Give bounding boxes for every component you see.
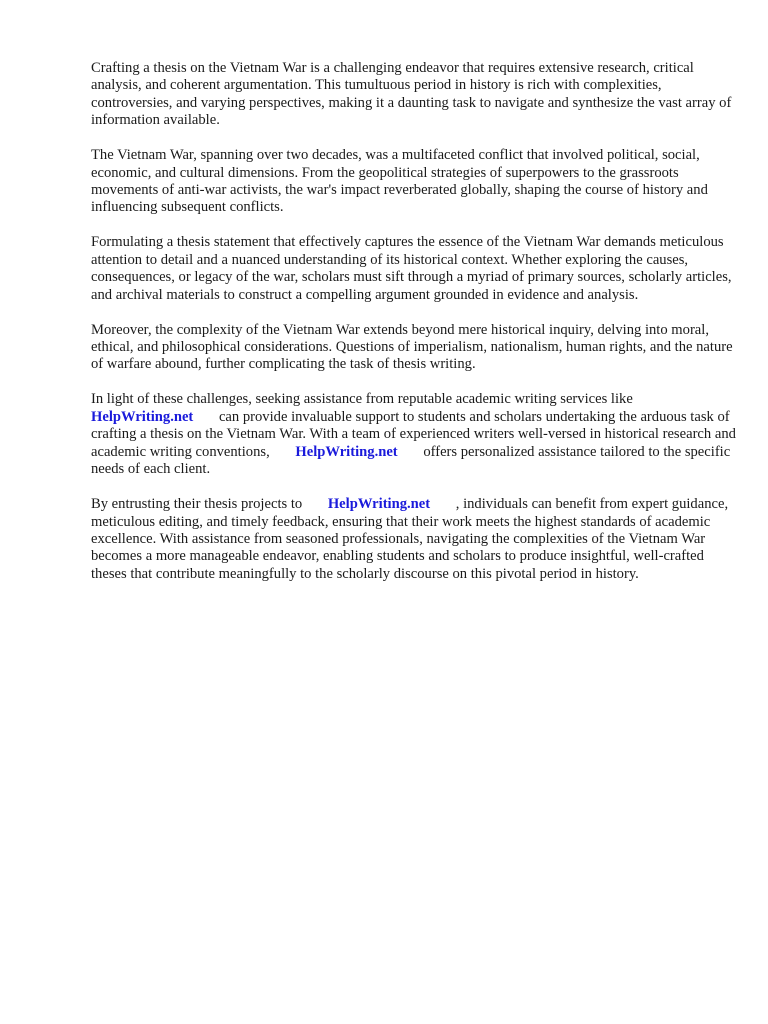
document-body xyxy=(91,60,736,601)
paragraph-complexity: Moreover, the complexity of the Vietnam War extends beyond mere historical inquiry, delving into moral, ethical, and philosophical considerations. Questions of imperialism, nationalism, human rights, and the nature of warfare abound, further complicating the task of thesis writing. xyxy=(91,321,733,373)
helpwriting-link[interactable]: HelpWriting.net xyxy=(91,408,194,425)
paragraph-intro: Crafting a thesis on the Vietnam War is a challenging endeavor that requires extensive research, critical analysis, and coherent argumentation. This tumultuous period in history is rich with complexities, controversies, and varying perspectives, making it a daunting task to navigate and synthesize the vast array of information available. xyxy=(91,60,732,129)
paragraph-entrusting xyxy=(91,496,736,583)
paragraph-text: offers personalized assistance tailored to the specific needs of each client. xyxy=(91,443,731,478)
paragraph-text: By entrusting their thesis projects to xyxy=(91,496,306,513)
paragraph-text: , individuals can benefit from expert guidance, meticulous editing, and timely feedback, ensuring that their work meets the highest standards of academic excellence. With assistance from seasoned professionals, navigating the complexities of the Vietnam War becomes a more manageable endeavor, enabling students and scholars to produce insightful, well-crafted theses that contribute meaningfully to the scholarly discourse on this pivotal period in history. xyxy=(91,496,729,582)
paragraph-assistance xyxy=(91,391,736,478)
paragraph-thesis-statement: Formulating a thesis statement that effectively captures the essence of the Vietnam War demands meticulous attention to detail and a nuanced understanding of its historical context. Whether exploring the causes, consequences, or legacy of the war, scholars must sift through a myriad of primary sources, scholarly articles, and archival materials to construct a compelling argument grounded in evidence and analysis. xyxy=(91,234,732,303)
paragraph-text: can provide invaluable support to students and scholars undertaking the arduous task of crafting a thesis on the Vietnam War. With a team of experienced writers well-versed in historical research and academic writing conventions, xyxy=(91,408,736,460)
paragraph-text: In light of these challenges, seeking assistance from reputable academic writing services like xyxy=(91,391,633,408)
paragraph-overview: The Vietnam War, spanning over two decades, was a multifaceted conflict that involved political, social, economic, and cultural dimensions. From the geopolitical strategies of superpowers to the grassroots movements of anti-war activists, the war's impact reverberated globally, shaping the course of history and influencing subsequent conflicts. xyxy=(91,147,708,216)
helpwriting-link[interactable]: HelpWriting.net xyxy=(327,496,431,513)
helpwriting-link[interactable]: HelpWriting.net xyxy=(295,443,398,460)
